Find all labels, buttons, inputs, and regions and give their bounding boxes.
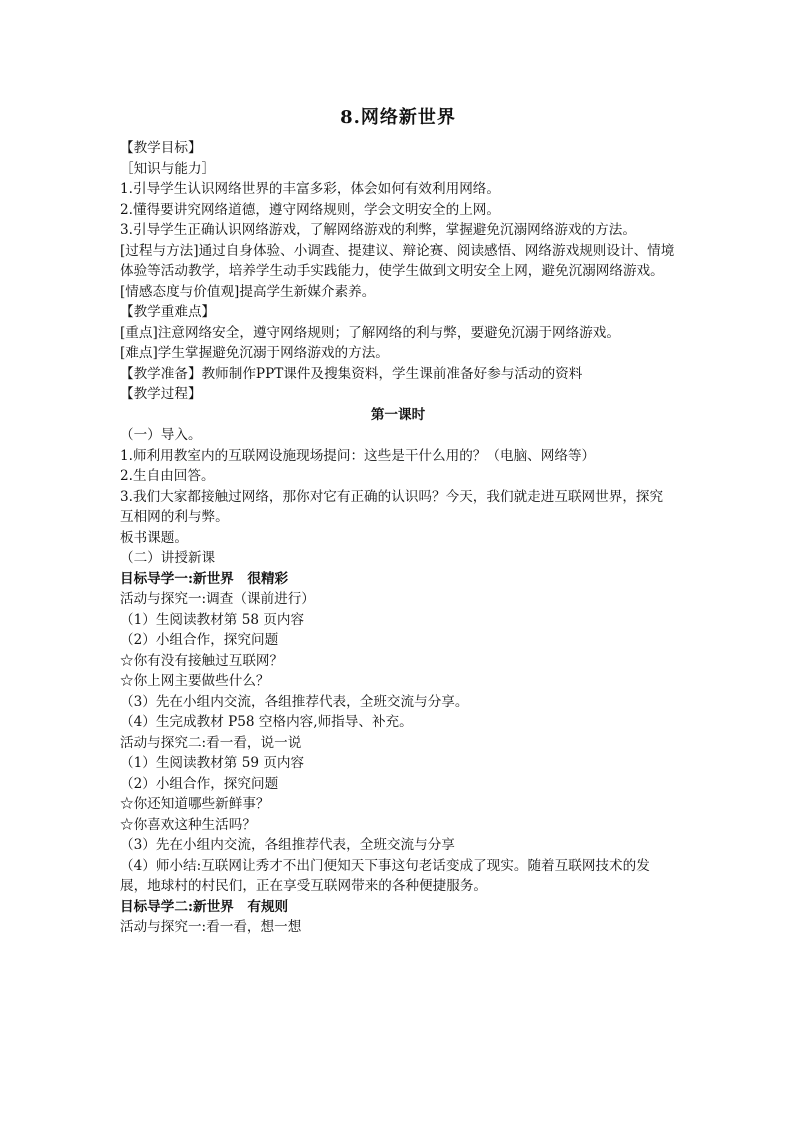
- paragraph-line: 活动与探究二:看一看，说一说: [120, 734, 302, 751]
- paragraph-line: （1）生阅读教材第 58 页内容: [120, 611, 305, 628]
- paragraph-line: 活动与探究一:调查（课前进行）: [120, 591, 315, 607]
- paragraph-line: ［知识与能力］: [120, 160, 216, 177]
- paragraph-line: 2.懂得要讲究网络道德，遵守网络规则，学会文明安全的上网。: [120, 201, 500, 218]
- paragraph-line: （二）讲授新课: [120, 550, 216, 566]
- paragraph-line: [重点]注意网络安全，遵守网络规则；了解网络的利与弊，要避免沉溺于网络游戏。: [120, 324, 620, 341]
- paragraph-line: ☆你还知道哪些新鲜事？: [120, 796, 270, 812]
- paragraph-line: ☆你喜欢这种生活吗？: [120, 816, 256, 833]
- paragraph-line: （一）导入。: [120, 427, 202, 443]
- paragraph-line: 活动与探究一:看一看，想一想: [120, 919, 302, 935]
- paragraph-line: 3.我们大家都接触过网络，那你对它有正确的认识吗？今天，我们就走进互联网世界，探究互相网的利与弊。: [120, 488, 664, 525]
- section-heading: 目标导学二:新世界 有规则: [120, 898, 289, 915]
- paragraph-line: （3）先在小组内交流，各组推荐代表，全班交流与分享。: [120, 693, 469, 710]
- paragraph-line: 【教学重难点】: [120, 304, 216, 320]
- paragraph-line: 1.引导学生认识网络世界的丰富多彩，体会如何有效利用网络。: [120, 181, 500, 197]
- paragraph-line: 2.生自由回答。: [120, 468, 215, 484]
- paragraph-line: （1）生阅读教材第 59 页内容: [120, 755, 305, 771]
- paragraph-line: （2）小组合作，探究问题: [120, 775, 279, 792]
- paragraph-line: [情感态度与价值观]提高学生新媒介素养。: [120, 283, 376, 300]
- paragraph-line: 3.引导学生正确认识网络游戏，了解网络游戏的利弊，掌握避免沉溺网络游戏的方法。: [120, 222, 636, 238]
- paragraph-line: 【教学准备】教师制作PPT课件及搜集资料，学生课前准备好参与活动的资料: [120, 365, 583, 382]
- paragraph-line: 【教学过程】: [120, 386, 202, 402]
- document-page: [120, 100, 676, 938]
- paragraph-line: 【教学目标】: [120, 140, 202, 156]
- paragraph-line: 1.师利用教室内的互联网设施现场提问：这些是干什么用的？（电脑、网络等）: [120, 447, 596, 464]
- paragraph-line: ☆你上网主要做些什么？: [120, 673, 270, 689]
- paragraph-line: ☆你有没有接触过互联网？: [120, 652, 284, 669]
- paragraph-line: （2）小组合作，探究问题: [120, 632, 279, 648]
- paragraph-line: 板书课题。: [120, 529, 188, 546]
- paragraph-line: （4）生完成教材 P58 空格内容,师指导、补充。: [120, 714, 413, 730]
- document-title: 8.网络新世界: [340, 107, 456, 128]
- paragraph-line: （4）师小结:互联网让秀才不出门便知天下事这句老话变成了现实。随着互联网技术的发展，地球村的村民们，正在享受互联网带来的各种便捷服务。: [120, 857, 650, 894]
- section-heading: 目标导学一:新世界 很精彩: [120, 570, 289, 587]
- document-body: [120, 138, 676, 938]
- paragraph-line: [难点]学生掌握避免沉溺于网络游戏的方法。: [120, 345, 389, 361]
- paragraph-line: （3）先在小组内交流，各组推荐代表，全班交流与分享: [120, 837, 455, 853]
- paragraph-line: [过程与方法]通过自身体验、小调查、提建议、辩论赛、阅读感悟、网络游戏规则设计、情境体验等活动教学，培养学生动手实践能力，使学生做到文明安全上网，避免沉溺网络游戏。: [120, 242, 675, 279]
- section-heading: 第一课时: [370, 406, 426, 423]
